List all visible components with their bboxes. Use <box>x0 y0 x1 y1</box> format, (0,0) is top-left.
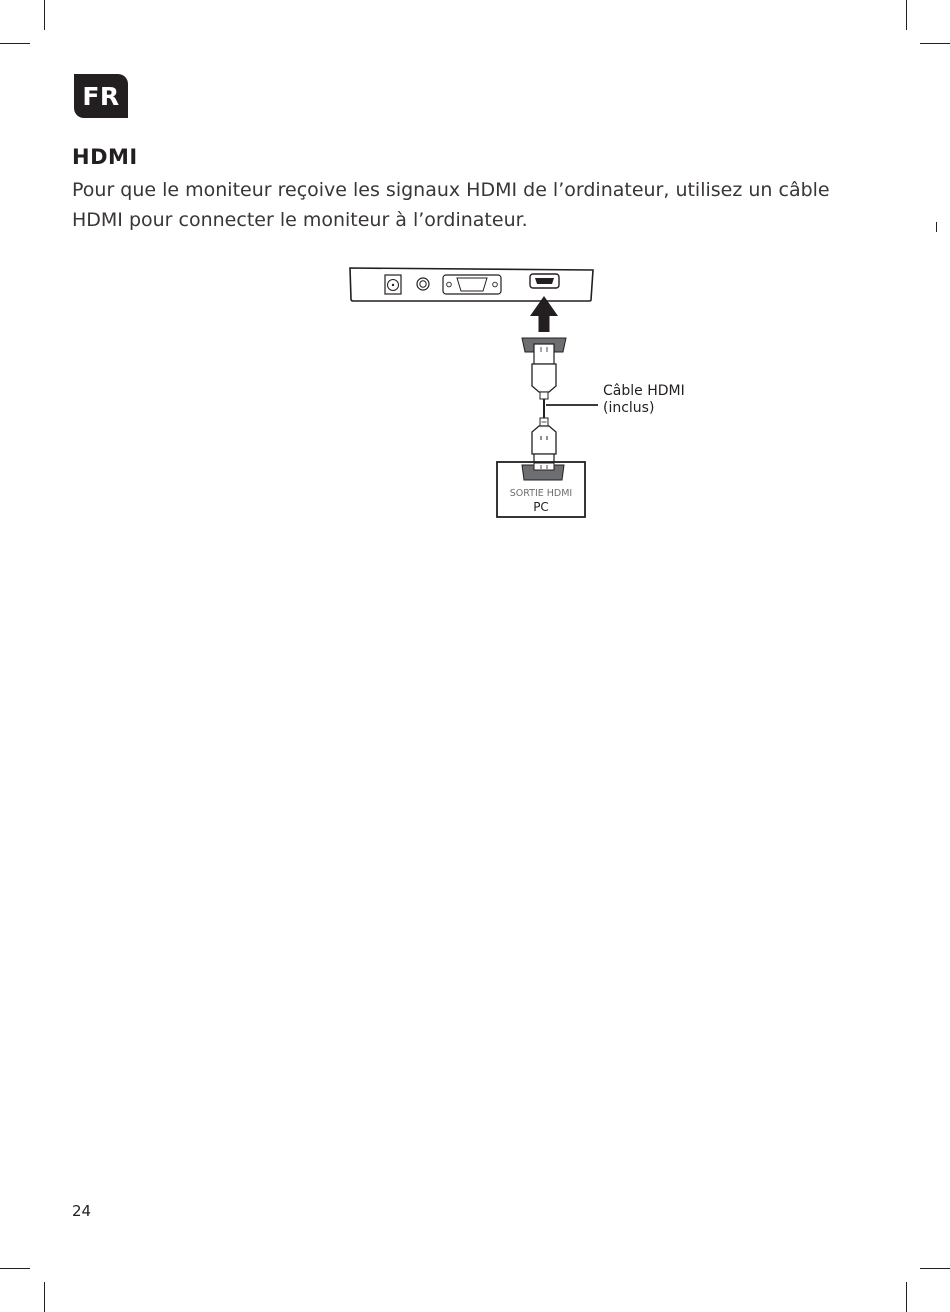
cable-label-line1: Câble HDMI <box>603 383 685 399</box>
crop-mark-right-tick <box>936 222 937 232</box>
crop-mark-top-right-horizontal <box>920 43 950 44</box>
pc-label: PC <box>533 500 549 514</box>
language-badge: FR <box>74 74 128 118</box>
pc-hdmi-port-icon <box>522 463 564 480</box>
crop-mark-top-left-vertical <box>44 0 45 30</box>
crop-mark-bottom-right-vertical <box>906 1282 907 1312</box>
crop-mark-top-left-horizontal <box>0 43 30 44</box>
power-port-icon <box>385 275 401 294</box>
hdmi-plug-top-icon <box>522 338 566 399</box>
pc-port-label: SORTIE HDMI <box>509 488 573 499</box>
section-title: HDMI <box>72 145 138 169</box>
crop-mark-bottom-left-horizontal <box>0 1268 30 1269</box>
cable-label-line2: (inclus) <box>603 400 655 416</box>
hdmi-connection-diagram <box>340 260 720 530</box>
section-body: Pour que le moniteur reçoive les signaux HDMI de l’ordinateur, utilisez un câble HDMI pour connecter le moniteur à l’ordinateur. <box>72 179 830 231</box>
crop-mark-top-right-vertical <box>906 0 907 30</box>
crop-mark-bottom-right-horizontal <box>920 1268 950 1269</box>
vga-port-icon <box>443 275 501 294</box>
hdmi-plug-bottom-icon <box>532 418 556 466</box>
monitor-hdmi-port-icon <box>530 274 559 288</box>
cable-label <box>603 383 685 417</box>
crop-mark-bottom-left-vertical <box>44 1282 45 1312</box>
page-number: 24 <box>72 1202 92 1220</box>
